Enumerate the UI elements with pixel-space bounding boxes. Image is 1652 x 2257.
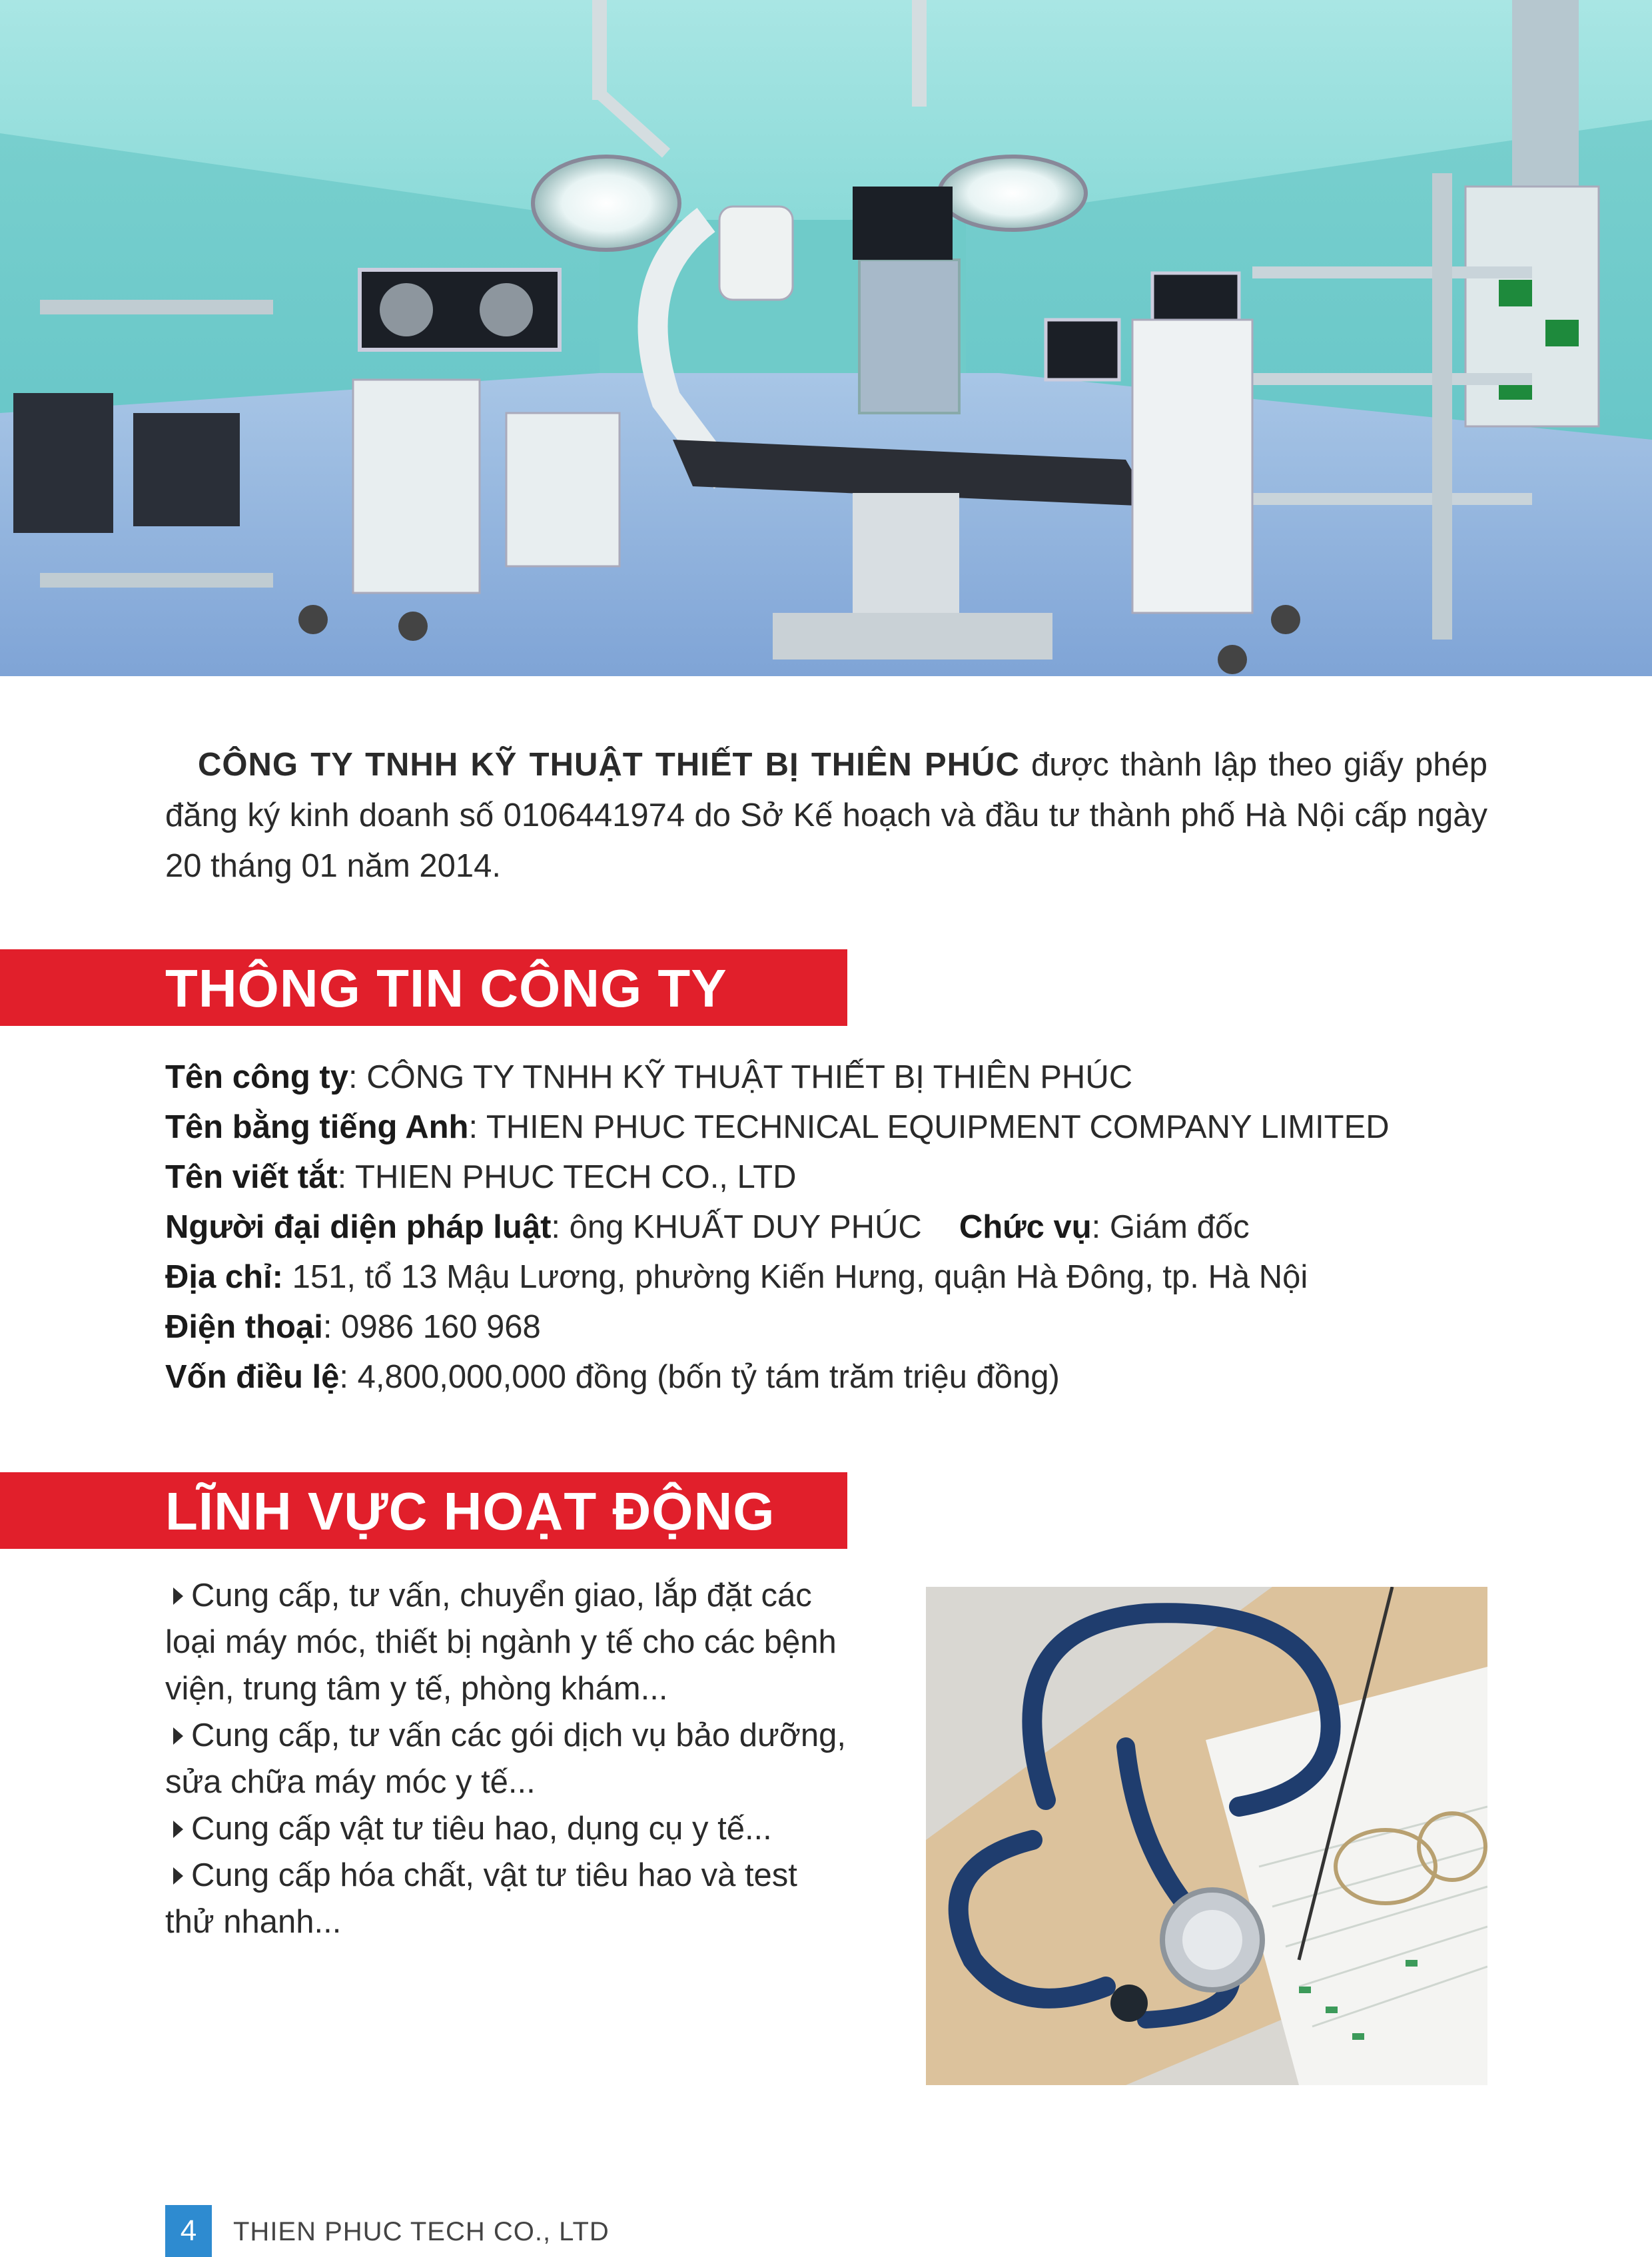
company-info-list: [165, 1053, 1497, 1402]
info-legal-representative: [165, 1202, 1497, 1252]
bullet-triangle-icon: [173, 1821, 183, 1838]
section-header-company-info: [0, 949, 847, 1026]
info-value: : 0986 160 968: [322, 1309, 541, 1345]
stethoscope-photo: [926, 1587, 1487, 2085]
info-value: : 4,800,000,000 đồng (bốn tỷ tám trăm triệu đồng): [339, 1359, 1060, 1395]
section-title-business-fields: LĨNH VỰC HOẠT ĐỘNG: [165, 1482, 775, 1541]
info-english-name: [165, 1103, 1497, 1152]
stethoscope-illustration: [926, 1587, 1487, 2085]
info-label: Người đại diện pháp luật: [165, 1209, 552, 1245]
footer-company-name: THIEN PHUC TECH CO., LTD: [233, 2217, 610, 2246]
bullet-triangle-icon: [173, 1867, 183, 1885]
section-title-company-info: THÔNG TIN CÔNG TY: [165, 959, 727, 1018]
info-label: Địa chỉ:: [165, 1259, 283, 1295]
list-item: Cung cấp, tư vấn, chuyển giao, lắp đặt các loại máy móc, thiết bị ngành y tế cho các bệnh viện, trung tâm y tế, phòng khám...: [165, 1578, 837, 1707]
info-charter-capital: [165, 1352, 1497, 1402]
info-company-name: [165, 1053, 1497, 1103]
info-label: Vốn điều lệ: [165, 1359, 340, 1395]
info-label: Điện thoại: [165, 1309, 323, 1345]
intro-text: được thành lập theo giấy phép đăng ký kinh doanh số 0106441974 do Sở Kế hoạch và đầu tư thành phố Hà Nội cấp ngày 20 tháng 01 năm 2014.: [165, 747, 1487, 884]
operating-room-illustration: [0, 0, 1652, 676]
activities-list: [165, 1572, 851, 1945]
info-address: [165, 1252, 1497, 1302]
info-label: Tên bằng tiếng Anh: [165, 1109, 469, 1145]
info-value: : CÔNG TY TNHH KỸ THUẬT THIẾT BỊ THIÊN PHÚC: [348, 1059, 1133, 1095]
info-phone: [165, 1302, 1497, 1352]
info-label: Chức vụ: [959, 1209, 1092, 1245]
info-value: : THIEN PHUC TECH CO., LTD: [337, 1159, 797, 1195]
intro-paragraph: [165, 739, 1487, 891]
info-label: Tên viết tắt: [165, 1159, 338, 1195]
page-number-badge: 4: [165, 2205, 212, 2257]
section-header-business-fields: [0, 1472, 847, 1549]
intro-company-name: CÔNG TY TNHH KỸ THUẬT THIẾT BỊ THIÊN PHÚC: [198, 747, 1020, 783]
info-value: 151, tổ 13 Mậu Lương, phường Kiến Hưng, quận Hà Đông, tp. Hà Nội: [282, 1259, 1308, 1295]
info-value: : THIEN PHUC TECHNICAL EQUIPMENT COMPANY LIMITED: [468, 1109, 1390, 1145]
list-item: Cung cấp hóa chất, vật tư tiêu hao và test thử nhanh...: [165, 1857, 797, 1940]
info-value: : ông KHUẤT DUY PHÚC: [551, 1209, 922, 1245]
hero-operating-room-image: [0, 0, 1652, 676]
list-item: Cung cấp, tư vấn các gói dịch vụ bảo dưỡng, sửa chữa máy móc y tế...: [165, 1717, 847, 1800]
info-short-name: [165, 1152, 1497, 1202]
list-item: Cung cấp vật tư tiêu hao, dụng cụ y tế...: [165, 1805, 851, 1852]
info-value: : Giám đốc: [1091, 1209, 1250, 1245]
bullet-triangle-icon: [173, 1587, 183, 1605]
info-label: Tên công ty: [165, 1059, 348, 1095]
bullet-triangle-icon: [173, 1727, 183, 1745]
